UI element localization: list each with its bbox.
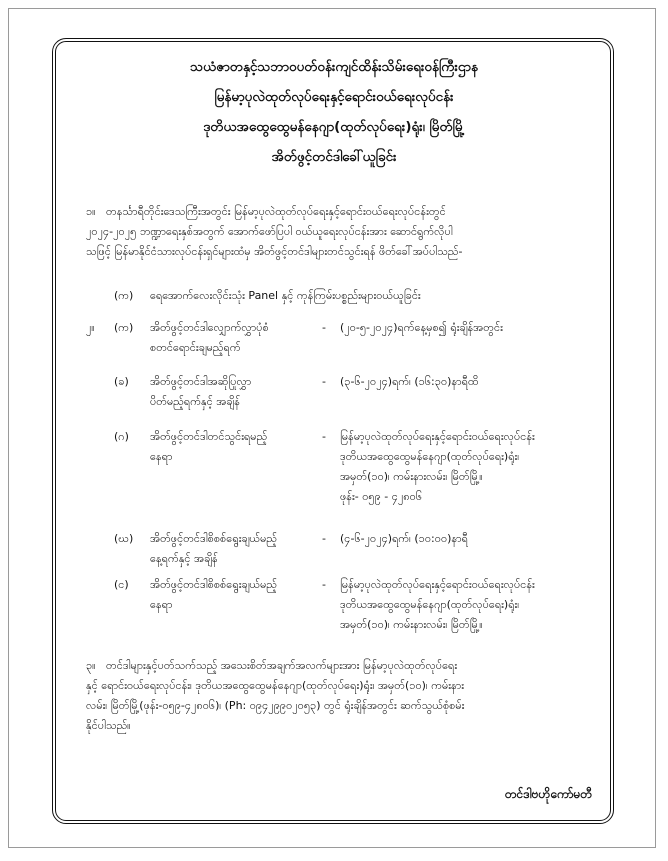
item-value: (၄-၆-၂၀၂၄)ရက်၊ (၁၀:၀၀)နာရီ xyxy=(340,532,468,545)
section-3-line: နှင့် ရောင်းဝယ်ရေးလုပ်ငန်း၊ ဒုတိယအထွေထွေမန်နေဂျာ(ထုတ်လုပ်ရေး)ရုံး၊ အမှတ်(၁၀)၊ ကမ်းနား xyxy=(86,679,465,692)
item-tag: (ဂ) xyxy=(114,430,129,443)
section-1-line: ၂၀၂၄-၂၀၂၅ ဘဏ္ဍာရေးနှစ်အတွက် အောက်ဖော်ပြပါ ဝယ်ယူရေးလုပ်ငန်းအား ဆောင်ရွက်လိုပါ xyxy=(86,225,453,238)
section-1-number: ၁။ xyxy=(86,205,96,218)
section-3 xyxy=(86,656,584,736)
item-tag: (က) xyxy=(114,289,134,302)
item-tag: (ခ) xyxy=(114,375,129,388)
item-dash: - xyxy=(322,430,326,443)
section-1 xyxy=(86,202,584,262)
section-1-line: ၁။ တနင်္သာရီတိုင်းဒေသကြီးအတွင်း မြန်မာ့ပုလဲထုတ်လုပ်ရေးနှင့်ရောင်းဝယ်ရေးလုပ်ငန်းတွင် xyxy=(86,205,446,218)
section-2-item-ga xyxy=(86,427,586,511)
section-3-line: လမ်း၊ မြိတ်မြို့(ဖုန်း-၀၅၉-၄၂၈၀၆)၊ (Ph: ၀၉၄၂၉၉၀၂၀၅၃) တွင် ရုံးချိန်အတွင်း ဆက်သွယ်စုံစမ်း xyxy=(86,699,465,712)
item-label: အိတ်ဖွင့်တင်ဒါလျှောက်လွှာပုံစံ စတင်ရောင်းချမည့်ရက် xyxy=(150,321,269,354)
item-dash: - xyxy=(322,375,326,388)
section-2-item-gha xyxy=(86,529,586,573)
section-3-line: နိုင်ပါသည်။ xyxy=(86,719,131,732)
item-tag: (ဃ) xyxy=(114,532,134,545)
item-label: အိတ်ဖွင့်တင်ဒါစိစစ်ရွေးချယ်မည့် နေ့ရက်နှင့် အချိန် xyxy=(150,532,278,565)
item-text: ရေအောက်လေးလိုင်းသုံး Panel နှင့် ကုန်ကြမ်းပစ္စည်းများဝယ်ယူခြင်း xyxy=(150,289,421,302)
item-tag: (င) xyxy=(114,578,129,591)
item-label: အိတ်ဖွင့်တင်ဒါစိစစ်ရွေးချယ်မည့် နေရာ xyxy=(150,578,278,611)
section-1-item xyxy=(114,286,584,306)
item-label: အိတ်ဖွင့်တင်ဒါတင်သွင်းရမည့် နေရာ xyxy=(150,430,268,463)
section-2-number: ၂။ xyxy=(86,321,95,334)
tender-committee-signature: တင်ဒါဗဟိုကော်မတီ xyxy=(505,787,592,801)
item-label: အိတ်ဖွင့်တင်ဒါအဆိုပြုလွှာ ပိတ်မည့်ရက်နှင့် အချိန် xyxy=(150,375,252,408)
section-2-item-nga xyxy=(86,575,586,639)
item-value: မြန်မာ့ပုလဲထုတ်လုပ်ရေးနှင့်ရောင်းဝယ်ရေးလုပ်ငန်း ဒုတိယအထွေထွေမန်နေဂျာ(ထုတ်လုပ်ရေး)ရုံး၊ အမှတ်(၁၀)၊ ကမ်းနားလမ်း၊ မြိတ်မြို့။ ဖုန်း- ၀၅၉ - ၄၂၈၀၆ xyxy=(340,430,535,503)
section-1-line: သဖြင့် မြန်မာနိုင်ငံသားလုပ်ငန်းရှင်များထံမှ အိတ်ဖွင့်တင်ဒါများတင်သွင်းရန် ဖိတ်ခေါ်အပ်ပါသည်- xyxy=(86,245,463,258)
tender-title: အိတ်ဖွင့်တင်ဒါခေါ်ယူခြင်း xyxy=(271,149,397,165)
item-value: (၂၀-၅-၂၀၂၄)ရက်နေ့မှစ၍ ရုံးချိန်အတွင်း xyxy=(340,321,503,334)
section-2-item-ka xyxy=(86,318,586,362)
section-3-number: ၃။ xyxy=(86,659,96,672)
office-title: ဒုတိယအထွေထွေမန်နေဂျာ(ထုတ်လုပ်ရေး)ရုံး၊ မြိတ်မြို့ xyxy=(203,119,465,135)
item-dash: - xyxy=(322,532,326,545)
item-value: မြန်မာ့ပုလဲထုတ်လုပ်ရေးနှင့်ရောင်းဝယ်ရေးလုပ်ငန်း ဒုတိယအထွေထွေမန်နေဂျာ(ထုတ်လုပ်ရေး)ရုံး၊ အမှတ်(၁၀)၊ ကမ်းနားလမ်း၊ မြိတ်မြို့။ xyxy=(340,578,535,631)
item-dash: - xyxy=(322,321,326,334)
announcement-header xyxy=(60,52,608,172)
ministry-title: သယံဇာတနှင့်သဘာဝပတ်ဝန်းကျင်ထိန်းသိမ်းရေးဝန်ကြီးဌာန xyxy=(190,59,478,75)
item-value: (၃-၆-၂၀၂၄)ရက်၊ (၁၆:၃၀)နာရီထိ xyxy=(340,375,479,388)
item-tag: (က) xyxy=(114,321,134,334)
section-3-line: ၃။ တင်ဒါများနှင့်ပတ်သက်သည့် အသေးစိတ်အချက်အလက်များအား မြန်မာ့ပုလဲထုတ်လုပ်ရေး xyxy=(86,659,458,672)
enterprise-title: မြန်မာ့ပုလဲထုတ်လုပ်ရေးနှင့်ရောင်းဝယ်ရေးလုပ်ငန်း xyxy=(214,89,454,105)
item-dash: - xyxy=(322,578,326,591)
section-2-item-kha xyxy=(86,372,586,416)
